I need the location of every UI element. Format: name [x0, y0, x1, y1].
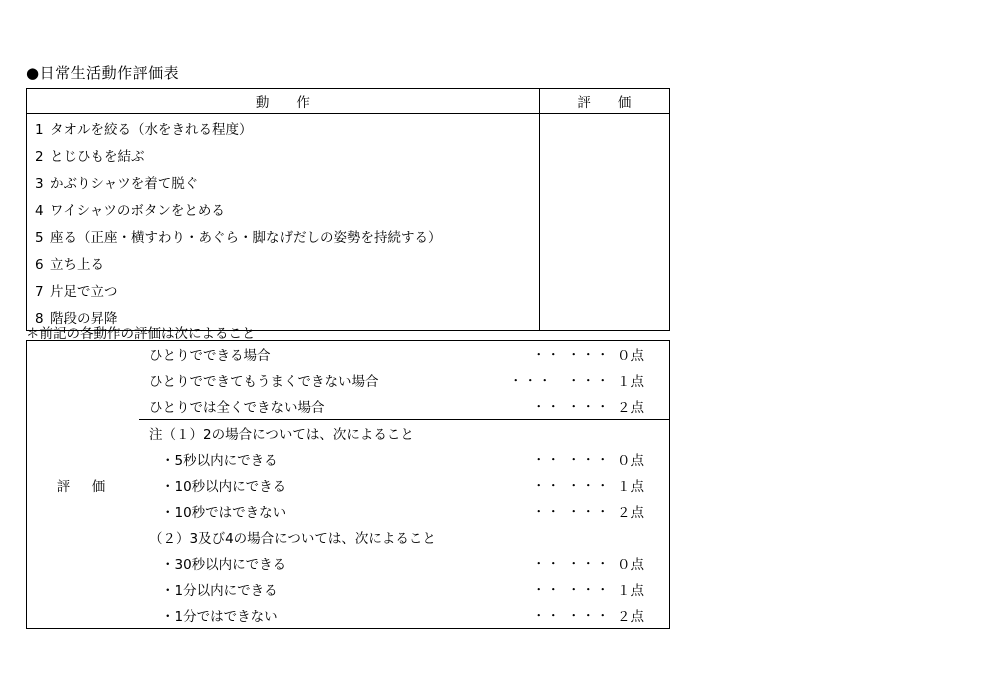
row-number-7: 7 — [35, 283, 44, 300]
list-item — [139, 367, 669, 393]
column-header-action: 動 作 — [27, 89, 540, 114]
action-cell-1 — [27, 114, 540, 142]
list-item — [139, 472, 669, 498]
action-cell-3 — [27, 168, 540, 195]
rating-cell[interactable] — [539, 114, 669, 331]
criteria-text-6: ・10秒以内にできる — [161, 479, 287, 495]
action-label-2: とじひもを結ぶ — [50, 148, 145, 165]
criteria-text-9: ・30秒以内にできる — [161, 557, 287, 573]
rating-criteria-table — [26, 340, 670, 629]
criteria-dots-11: ・・ ・・・ — [532, 608, 611, 623]
criteria-score-10: １点 — [617, 583, 644, 599]
criteria-label-cell: 評 価 — [56, 478, 110, 495]
list-item — [139, 341, 669, 367]
rating-criteria-body — [27, 341, 670, 629]
row-number-4: 4 — [35, 202, 44, 219]
action-label-6: 立ち上る — [50, 256, 104, 273]
list-item — [139, 524, 669, 550]
row-number-6: 6 — [35, 256, 44, 273]
list-item — [139, 393, 669, 420]
list-item — [139, 576, 669, 602]
criteria-dots-3: ・・ ・・・ — [532, 399, 611, 414]
criteria-text-11: ・1分ではできない — [161, 609, 278, 625]
criteria-dots-10: ・・ ・・・ — [532, 582, 611, 597]
action-cell-5 — [27, 222, 540, 249]
list-item — [139, 498, 669, 524]
criteria-score-1: ０点 — [617, 348, 644, 364]
criteria-text-4: 注（１）2の場合については、次によること — [149, 427, 414, 443]
daily-activity-table-body — [27, 89, 670, 331]
criteria-text-2: ひとりでできてもうまくできない場合 — [149, 374, 379, 390]
action-cell-2 — [27, 141, 540, 168]
table-header-row — [27, 89, 670, 114]
action-label-5: 座る（正座・横すわり・あぐら・脚なげだしの姿勢を持続する） — [50, 229, 442, 246]
criteria-score-7: ２点 — [617, 505, 644, 521]
criteria-score-2: １点 — [617, 374, 644, 390]
criteria-text-3: ひとりでは全くできない場合 — [149, 400, 325, 416]
criteria-dots-2: ・・・ ・・・ — [509, 373, 611, 388]
row-number-1: 1 — [35, 121, 44, 138]
daily-activity-table — [26, 88, 670, 331]
column-header-rating: 評 価 — [539, 89, 669, 114]
criteria-score-3: ２点 — [617, 400, 644, 416]
action-label-7: 片足で立つ — [50, 283, 118, 300]
row-number-5: 5 — [35, 229, 44, 246]
criteria-list-cell — [139, 341, 670, 629]
row-number-3: 3 — [35, 175, 44, 192]
list-item — [139, 602, 669, 628]
criteria-dots-7: ・・ ・・・ — [532, 504, 611, 519]
list-item — [139, 420, 669, 446]
criteria-score-6: １点 — [617, 479, 644, 495]
criteria-dots-5: ・・ ・・・ — [532, 452, 611, 467]
criteria-main-row — [27, 341, 670, 629]
criteria-text-1: ひとりでできる場合 — [149, 348, 271, 364]
action-cell-6 — [27, 249, 540, 276]
action-cell-7 — [27, 276, 540, 303]
criteria-score-11: ２点 — [617, 609, 644, 625]
criteria-dots-6: ・・ ・・・ — [532, 478, 611, 493]
action-cell-4 — [27, 195, 540, 222]
criteria-text-10: ・1分以内にできる — [161, 583, 278, 599]
criteria-text-5: ・5秒以内にできる — [161, 453, 278, 469]
criteria-dots-9: ・・ ・・・ — [532, 556, 611, 571]
action-label-4: ワイシャツのボタンをとめる — [50, 202, 225, 219]
row-number-2: 2 — [35, 148, 44, 165]
list-item — [139, 550, 669, 576]
criteria-text-7: ・10秒ではできない — [161, 505, 287, 521]
criteria-text-8: （２）3及び4の場合については、次によること — [149, 531, 436, 547]
action-label-8: 階段の昇降 — [50, 310, 118, 327]
page-title: ●日常生活動作評価表 — [26, 64, 180, 82]
list-item — [139, 446, 669, 472]
criteria-dots-1: ・・ ・・・ — [532, 347, 611, 362]
criteria-score-5: ０点 — [617, 453, 644, 469]
criteria-score-9: ０点 — [617, 557, 644, 573]
row-number-8: 8 — [35, 310, 44, 327]
action-label-1: タオルを絞る（水をきれる程度） — [50, 121, 253, 138]
action-label-3: かぶりシャツを着て脱ぐ — [50, 175, 199, 192]
evaluation-note: ＊前記の各動作の評価は次によること — [26, 326, 256, 342]
table-row — [27, 114, 670, 142]
